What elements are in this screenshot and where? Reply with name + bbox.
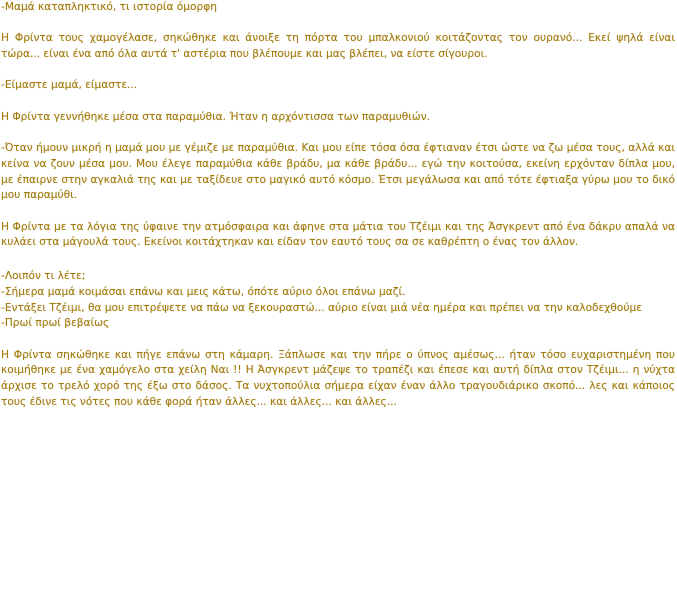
paragraph-gap: [1, 63, 675, 79]
dialogue-line: -Εντάξει Τζέιμι, θα μου επιτρέψετε να πάω να ξεκουραστώ... αύριο είναι μιά νέα ημέρα και πρέπει να την καλοδεχθούμε: [1, 301, 642, 314]
paragraph: Η Φρίντα τους χαμογέλασε, σηκώθηκε και άνοιξε τη πόρτα του μπαλκονιού κοιτάζοντας τον ουρανό... Εκεί ψηλά είναι τώρα... είναι ένα από όλα αυτά τ' αστέρια που βλέπουμε και μας βλέπει, να είστε σίγουροι.: [1, 32, 675, 61]
paragraph-gap: [1, 16, 675, 32]
dialogue-line: -Λοιπόν τι λέτε;: [1, 270, 86, 283]
document-body: [1, 0, 675, 410]
paragraph-gap: [1, 332, 675, 348]
dialogue-line: -Όταν ήμουν μικρή η μαμά μου με γέμιζε με παραμύθια. Και μου είπε τόσα όσα έφτιαναν έτσι ώστε να ζω μέσα τους, αλλά και κείνα να ζουν μέσα μου. Μου έλεγε παραμύθια κάθε βράδυ, μα κάθε βράδυ... εγώ την κοιτούσα, εκείνη ερχόνταν δίπλα μου, με έπαιρνε στην αγκαλιά της και με ταξίδευε στο μαγικό αυτό κόσμο. Έτσι μεγάλωσα και από τότε έφτιαξα γύρω μου το δικό μου παραμύθι.: [1, 142, 675, 202]
dialogue-line: -Είμαστε μαμά, είμαστε...: [1, 79, 138, 92]
dialogue-line: -Σήμερα μαμά κοιμάσαι επάνω και μεις κάτω, όπότε αύριο όλοι επάνω μαζί.: [1, 285, 406, 298]
paragraph: Η Φρίντα σηκώθηκε και πήγε επάνω στη κάμαρη. Ξάπλωσε και την πήρε ο ύπνος αμέσως... ήταν τόσο ευχαριστημένη που κοιμήθηκε με ένα χαμόγελο στα χείλη Ναι !! Η Άσγκρεντ μάζεψε το τραπέζι και έπεσε και αυτή δίπλα στον Τζέιμι... η νύχτα άρχισε το τρελό χορό της έξω στο δάσος. Τα νυχτοπούλια σήμερα είχαν έναν άλλο τραγουδιάρικο σκοπό... λες και κάποιος τους έδινε τις νότες που κάθε φορά ήταν άλλες... και άλλες... και άλλες...: [1, 348, 675, 408]
dialogue-line: -Πρωί πρωί βεβαίως: [1, 317, 110, 330]
paragraph-gap: [1, 126, 675, 142]
paragraph: Η Φρίντα γεννήθηκε μέσα στα παραμύθια. Ήταν η αρχόντισσα των παραμυθιών.: [1, 110, 431, 123]
paragraph: Η Φρίντα με τα λόγια της ύφαινε την ατμόσφαιρα και άφηνε στα μάτια του Τζέιμι και της Άσγκρεντ από ένα δάκρυ απαλά να κυλάει στα μάγουλά τους. Εκείνοι κοιτάχτηκαν και είδαν τον εαυτό τους σα σε καθρέπτη ο ένας τον άλλον.: [1, 220, 675, 249]
paragraph-gap: [1, 204, 675, 220]
paragraph-gap: [1, 251, 675, 269]
dialogue-line: -Μαμά καταπληκτικό, τι ιστορία όμορφη: [1, 1, 217, 13]
paragraph-gap: [1, 94, 675, 110]
